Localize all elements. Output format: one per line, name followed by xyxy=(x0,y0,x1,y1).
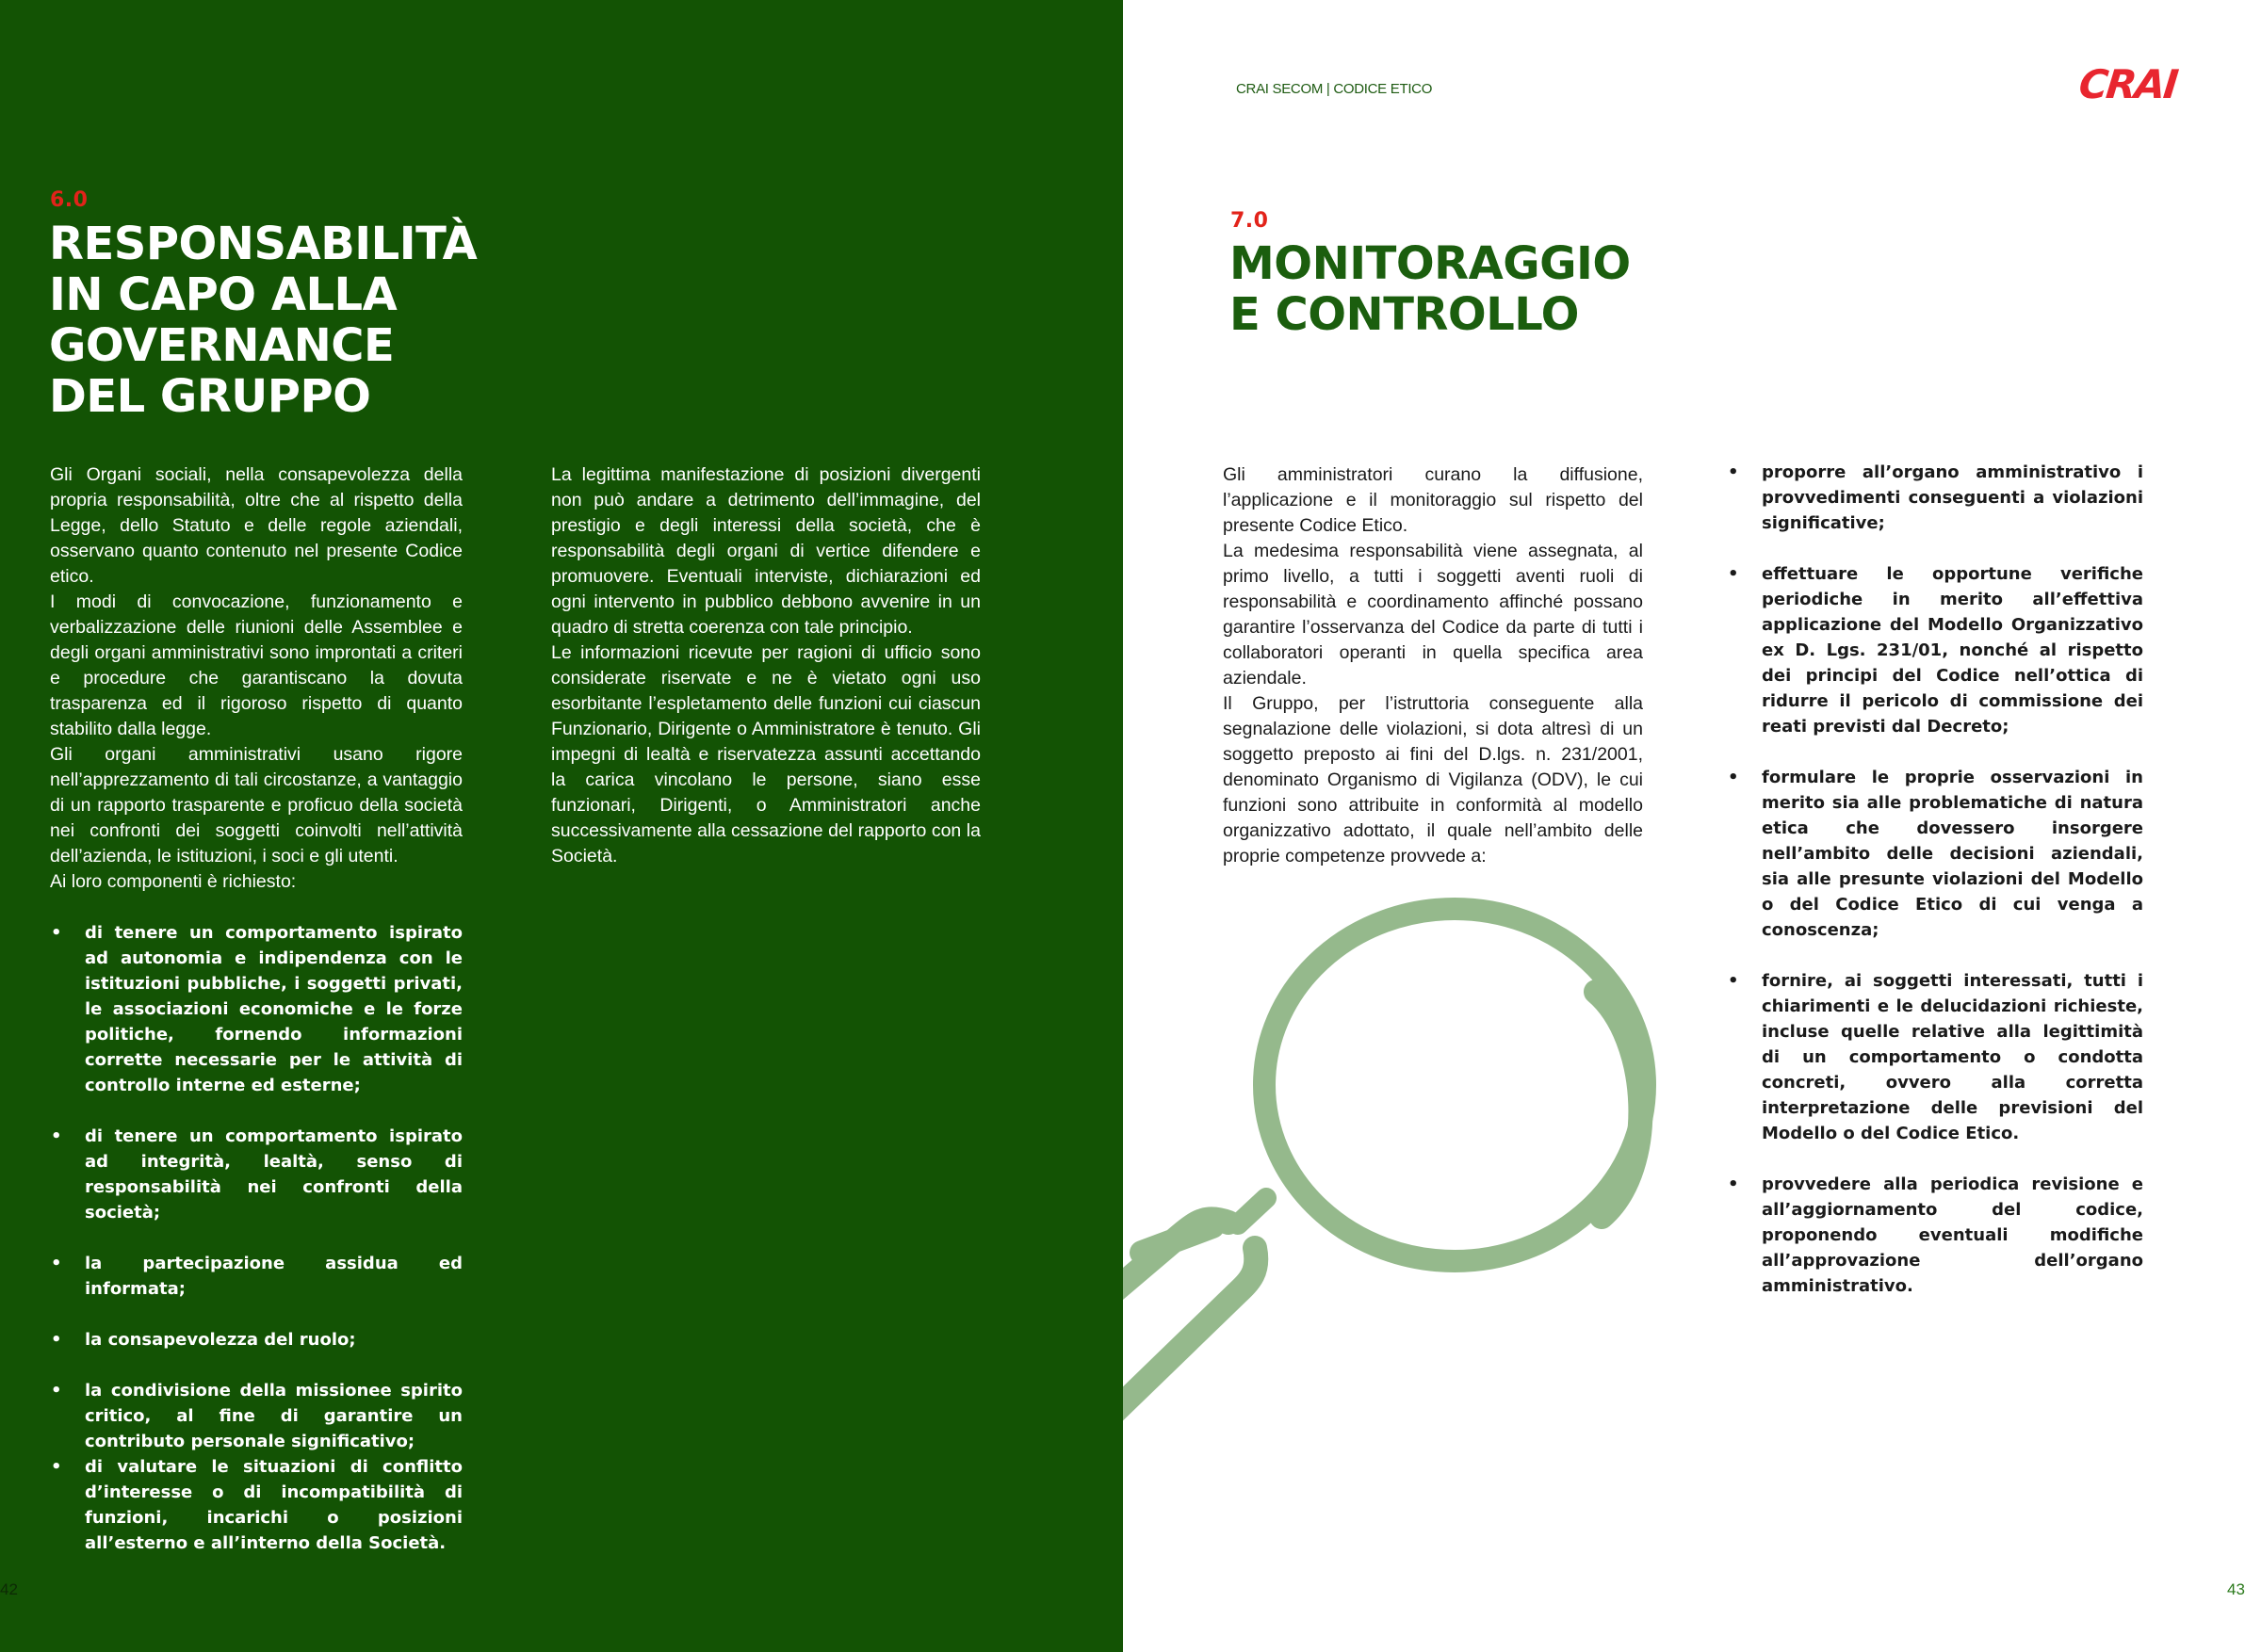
handle-neck xyxy=(1238,1198,1266,1224)
paragraph: La legittima manifestazione di posizioni divergenti non può andare a detrimento dell’immagine, del prestigio e degli interessi della società, che è responsabilità degli organi di vertice difendere e promuovere. Eventuali interviste, dichiarazioni ed ogni intervento in pubblico debbono avvenire in un quadro di stretta coerenza con tale principio. xyxy=(551,464,981,638)
paragraph: Ai loro componenti è richiesto: xyxy=(50,871,297,892)
list-item: • proporre all’organo amministrativo i provvedimenti conseguenti a violazioni significative; xyxy=(1727,460,2143,536)
list-item: • la partecipazione assidua ed informata; xyxy=(50,1251,463,1302)
page-number: 43 xyxy=(2227,1580,2245,1598)
right-page xyxy=(1123,0,2245,1652)
paragraph: Il Gruppo, per l’istruttoria conseguente alla segnalazione delle violazioni, si dota altresì di un soggetto preposto ai fini del D.lgs. n. 231/2001, denominato Organismo di Vigilanza (ODV), le cui funzioni sono attribuite in conformità al modello organizzativo adottato, il quale nell’ambito delle proprie competenze provvede a: xyxy=(1223,693,1643,866)
list-item: • fornire, ai soggetti interessati, tutti i chiarimenti e le delucidazioni richieste, incluse quelle relative alla legittimità di un comportamento o condotta concreti, ovvero alla corretta interpretazione delle previsioni del Modello o del Codice Etico. xyxy=(1727,968,2143,1146)
list-item: • effettuare le opportune verifiche periodiche in merito all’effettiva applicazione del Modello Organizzativo ex D. Lgs. 231/01, nonché al rispetto dei principi del Codice nell’ottica di ridurre il pericolo di commissione dei reati previsti dal Decreto; xyxy=(1727,561,2143,739)
title-line: GOVERNANCE xyxy=(49,319,395,372)
bullet-list xyxy=(50,920,463,1556)
section-number: 7.0 xyxy=(1230,209,1269,233)
bullet-icon: • xyxy=(1728,462,1739,482)
bullet-icon: • xyxy=(51,1330,62,1350)
title-line: RESPONSABILITÀ xyxy=(49,218,478,270)
bullet-icon: • xyxy=(51,1457,62,1477)
list-item: • formulare le proprie osservazioni in merito sia alle problematiche di natura etica che dovessero insorgere nell’ambito delle decisioni aziendali, sia alle presunte violazioni del Modello o del Codice Etico di cui venga a conoscenza; xyxy=(1727,765,2143,943)
paragraph: La medesima responsabilità viene assegnata, al primo livello, a tutti i soggetti aventi ruoli di responsabilità e coordinamento affinché possano garantire l’osservanza del Codice da parte di tutti i collaboratori operanti in quella specifica area aziendale. xyxy=(1223,541,1643,688)
page-number: 42 xyxy=(0,1580,18,1598)
bullet-icon: • xyxy=(1728,1174,1739,1194)
lens-rim xyxy=(1264,909,1645,1261)
title-line: IN CAPO ALLA xyxy=(49,268,398,321)
list-item: • di tenere un comportamento ispirato ad integrità, lealtà, senso di responsabilità nei confronti della società; xyxy=(50,1124,463,1225)
list-item: • di valutare le situazioni di conflitto d’interesse o di incompatibilità di funzioni, incarichi o posizioni all’esterno e all’interno della Società. xyxy=(50,1454,463,1556)
title-line: DEL GRUPPO xyxy=(49,370,371,423)
list-item: • provvedere alla periodica revisione e all’aggiornamento del codice, proponendo eventuali modifiche all’approvazione dell’organo amministrativo. xyxy=(1727,1172,2143,1299)
bullet-icon: • xyxy=(1728,971,1739,991)
paragraph: Gli organi amministrativi usano rigore nell’apprezzamento di tali circostanze, a vantaggio di un rapporto trasparente e proficuo della società nei confronti dei soggetti coinvolti nell’attività dell’azienda, le istituzioni, i soci e gli utenti. xyxy=(50,744,463,866)
list-item: • la condivisione della missionee spirito critico, al fine di garantire un contributo personale significativo; xyxy=(50,1378,463,1454)
handle xyxy=(1123,1219,1256,1413)
title-line: MONITORAGGIO xyxy=(1229,237,1631,290)
bullet-icon: • xyxy=(51,923,62,943)
paragraph: Gli Organi sociali, nella consapevolezza della propria responsabilità, oltre che al rispetto della Legge, dello Statuto e delle regole aziendali, osservano quanto contenuto nel presente Codice etico. xyxy=(50,464,463,587)
paragraph: Gli amministratori curano la diffusione, l’applicazione e il monitoraggio sul rispetto del presente Codice Etico. xyxy=(1223,464,1643,536)
body-column-1 xyxy=(50,462,463,1556)
bullet-icon: • xyxy=(1728,768,1739,787)
bullet-icon: • xyxy=(1728,564,1739,584)
bullet-icon: • xyxy=(51,1254,62,1273)
crai-logo: CRAI xyxy=(2076,61,2179,107)
list-item: • la consapevolezza del ruolo; xyxy=(50,1327,463,1352)
paragraph: Le informazioni ricevute per ragioni di ufficio sono considerate riservate e ne è vietato ogni uso esorbitante l’espletamento delle funzioni cui ciascun Funzionario, Dirigente o Amministratore è tenuto. Gli impegni di lealtà e riservatezza assunti accettando la carica vincolano le persone, siano esse funzionari, Dirigenti, o Amministratori anche successivamente alla cessazione del rapporto con la Società. xyxy=(551,642,981,866)
body-column-3 xyxy=(1223,462,1643,869)
paragraph: I modi di convocazione, funzionamento e verbalizzazione delle riunioni delle Assemblee e degli organi amministrativi sono improntati a criteri e procedure che garantiscano la dovuta trasparenza ed il rigoroso rispetto di quanto stabilito dalla legge. xyxy=(50,591,463,739)
bullet-icon: • xyxy=(51,1126,62,1146)
list-item: • di tenere un comportamento ispirato ad autonomia e indipendenza con le istituzioni pubbliche, i soggetti privati, le associazioni economiche e le forze politiche, fornendo informazioni corrette necessarie per le attività di controllo interne ed esterne; xyxy=(50,920,463,1098)
running-header: CRAI SECOM | CODICE ETICO xyxy=(1236,81,1433,97)
bullet-icon: • xyxy=(51,1381,62,1401)
body-column-2 xyxy=(551,462,981,869)
body-column-4 xyxy=(1727,460,2143,1299)
section-title xyxy=(49,219,477,422)
title-line: E CONTROLLO xyxy=(1229,288,1579,341)
section-number: 6.0 xyxy=(50,188,89,212)
bullet-list xyxy=(1727,460,2143,1299)
section-title xyxy=(1229,238,1631,340)
